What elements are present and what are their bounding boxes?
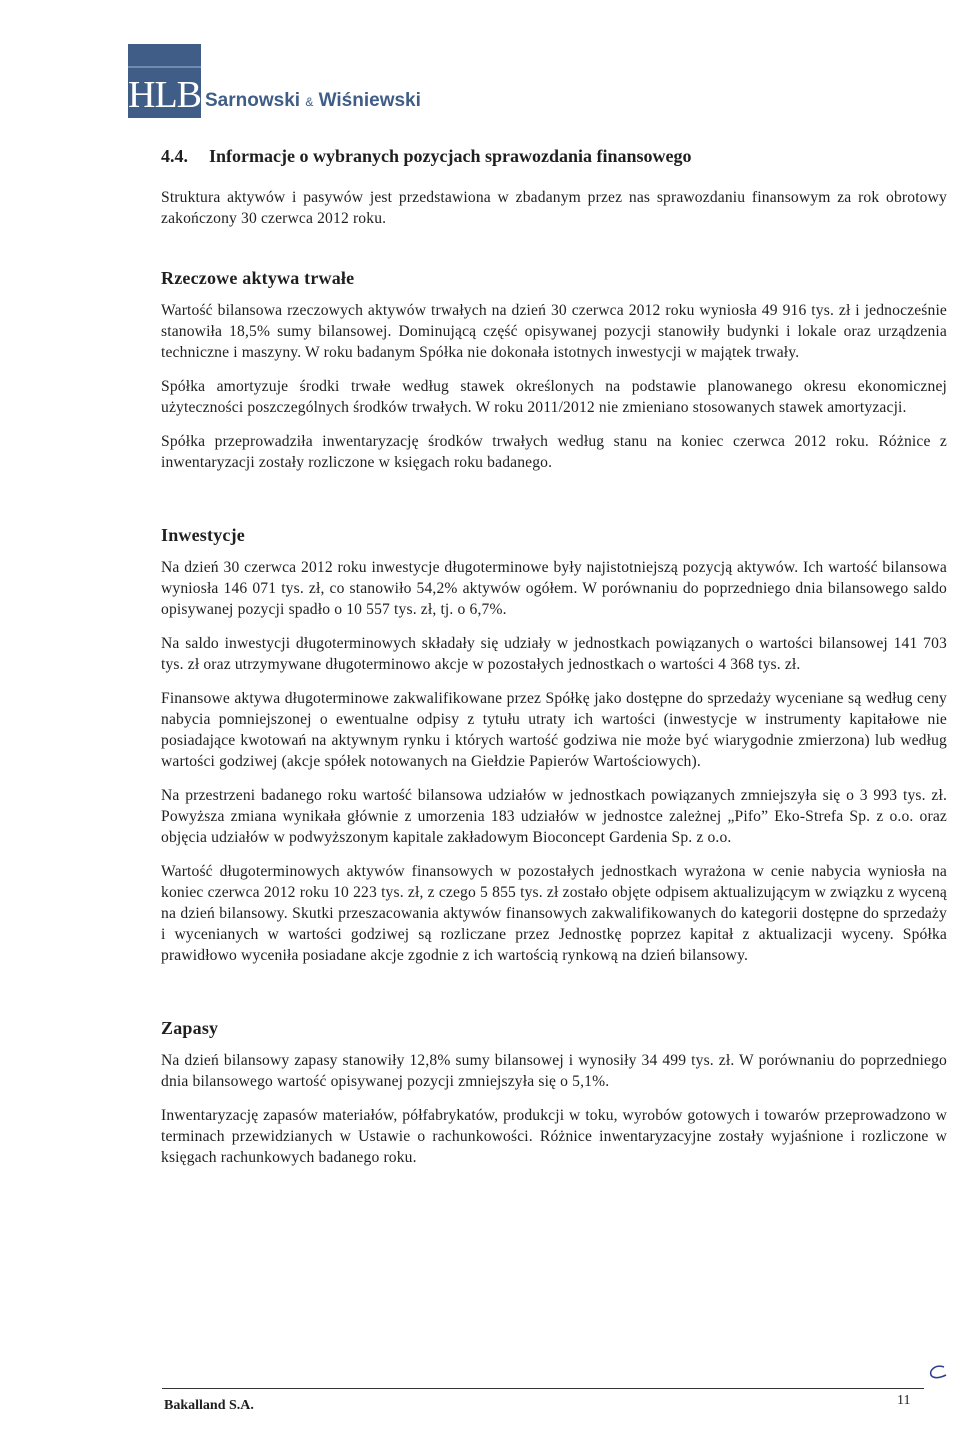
section-heading [161, 146, 947, 167]
page-number: 11 [897, 1393, 911, 1408]
paragraph: Wartość bilansowa rzeczowych aktywów trwałych na dzień 30 czerwca 2012 roku wyniosła 49 916 tys. zł i jednocześnie stanowiła 18,5% sumy bilansowej. Dominującą część opisywanej pozycji stanowiły budynki i lokale oraz urządzenia techniczne i maszyny. W roku badanym Spółka nie dokonała istotnych inwestycji w majątek trwały. [161, 302, 947, 361]
logo-name-2: Wiśniewski [318, 90, 421, 111]
paragraph: Spółka przeprowadziła inwentaryzację środków trwałych według stanu na koniec czerwca 2012 roku. Różnice z inwentaryzacji zostały rozliczone w księgach roku badanego. [161, 433, 947, 471]
paragraph: Na saldo inwestycji długoterminowych składały się udziały w jednostkach powiązanych o wartości bilansowej 141 703 tys. zł oraz utrzymywane długoterminowo akcje w pozostałych jednostkach o wartości 4 368 tys. zł. [161, 635, 947, 673]
logo-firm-name [205, 90, 421, 112]
handwritten-initial-mark [926, 1362, 948, 1382]
footer-rule [162, 1388, 924, 1389]
section-number: 4.4. [161, 146, 188, 166]
company-logo [128, 44, 421, 118]
logo-mark [128, 44, 201, 118]
document-body [161, 146, 947, 1181]
heading-inwestycje: Inwestycje [161, 525, 245, 545]
paragraph: Finansowe aktywa długoterminowe zakwalifikowane przez Spółkę jako dostępne do sprzedaży wyceniane są według ceny nabycia pomniejszonej o ewentualne odpisy z tytułu utraty ich wartości (inwestycje w instrumenty kapitałowe nie posiadające kwotowań na aktywnym rynku i których wartość godziwa nie może być wiarygodnie zmierzona) lub według wartości godziwej (akcje spółek notowanych na Giełdzie Papierów Wartościowych). [161, 690, 947, 770]
logo-name-1: Sarnowski [205, 90, 301, 111]
heading-rzeczowe: Rzeczowe aktywa trwałe [161, 268, 355, 288]
heading-zapasy: Zapasy [161, 1018, 219, 1038]
footer-company: Bakalland S.A. [164, 1398, 254, 1413]
section-title: Informacje o wybranych pozycjach sprawozdania finansowego [209, 146, 692, 166]
paragraph: Inwentaryzację zapasów materiałów, półfabrykatów, produkcji w toku, wyrobów gotowych i towarów przeprowadzono w terminach przewidzianych w Ustawie o rachunkowości. Różnice inwentaryzacyjne zostały wyjaśnione i rozliczone w księgach rachunkowych badanego roku. [161, 1107, 947, 1166]
paragraph: Na dzień 30 czerwca 2012 roku inwestycje długoterminowe były najistotniejszą pozycją aktywów. Ich wartość bilansowa wyniosła 146 071 tys. zł, co stanowiło 54,2% aktywów ogółem. W porównaniu do poprzedniego dnia bilansowego saldo opisywanej pozycji spadło o 10 557 tys. zł, tj. o 6,7%. [161, 559, 947, 618]
logo-ampersand: & [305, 95, 314, 109]
logo-stripe [128, 66, 201, 68]
logo-letters: HLB [128, 74, 201, 116]
paragraph: Na dzień bilansowy zapasy stanowiły 12,8% sumy bilansowej i wynosiły 34 499 tys. zł. W porównaniu do poprzedniego dnia bilansowego wartość opisywanej pozycji zmniejszyła się o 5,1%. [161, 1052, 947, 1090]
paragraph: Na przestrzeni badanego roku wartość bilansowa udziałów w jednostkach powiązanych zmniejszyła się o 3 993 tys. zł. Powyższa zmiana wynikała głównie z umorzenia 183 udziałów w jednostce zależnej „Pifo” Eko-Strefa Sp. z o.o. oraz objęcia udziałów w podwyższonym kapitale zakładowym Bioconcept Gardenia Sp. z o.o. [161, 787, 947, 846]
paragraph: Spółka amortyzuje środki trwałe według stawek określonych na podstawie planowanego okresu ekonomicznej użyteczności poszczególnych środków trwałych. W roku 2011/2012 nie zmieniano stosowanych stawek amortyzacji. [161, 378, 947, 416]
paragraph: Wartość długoterminowych aktywów finansowych w pozostałych jednostkach wyrażona w cenie nabycia wyniosła na koniec czerwca 2012 roku 10 223 tys. zł, z czego 5 855 tys. zł zostało objęte odpisem aktualizującym w związku z wyceną na dzień bilansowy. Skutki przeszacowania aktywów finansowych zakwalifikowanych do kategorii dostępne do sprzedaży i wycenianych w wartości godziwej są rozliczane przez Jednostkę poprzez kapitał z aktualizacji wyceny. Spółka prawidłowo wyceniła posiadane akcje zgodnie z ich wartością rynkową na dzień bilansowy. [161, 863, 947, 964]
intro-paragraph: Struktura aktywów i pasywów jest przedstawiona w zbadanym przez nas sprawozdaniu finansowym za rok obrotowy zakończony 30 czerwca 2012 roku. [161, 189, 947, 227]
